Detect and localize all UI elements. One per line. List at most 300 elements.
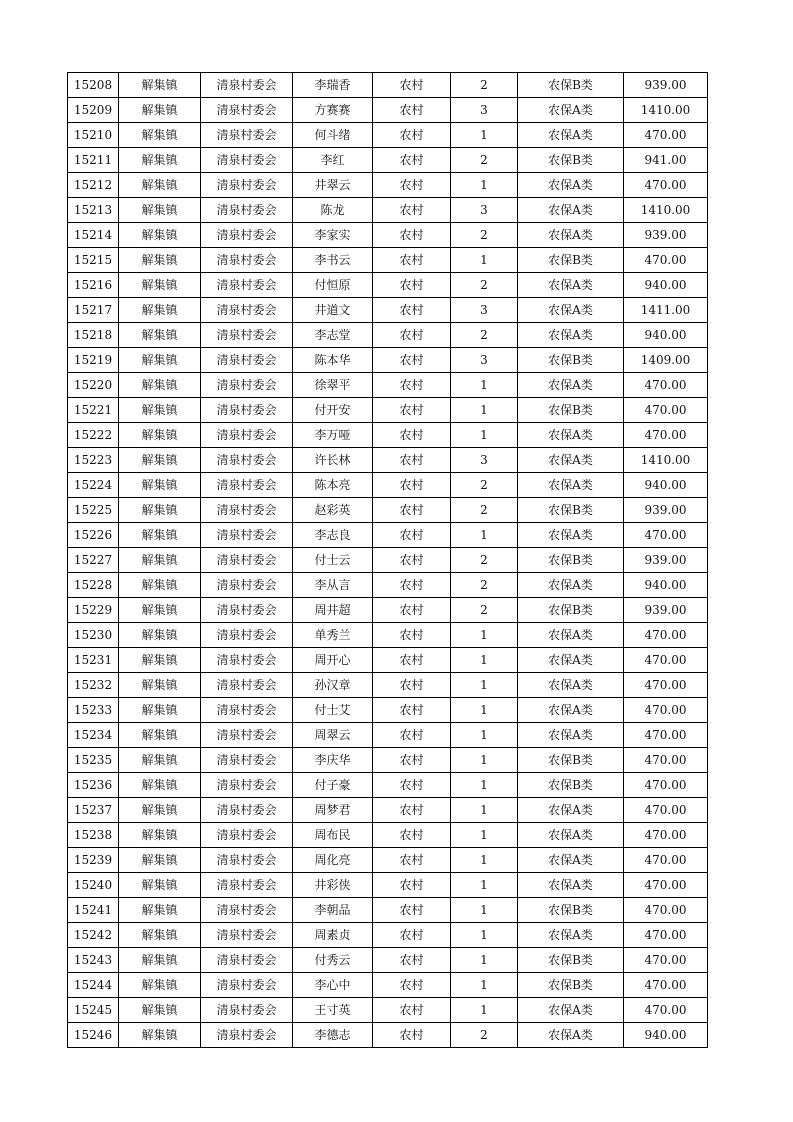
- table-row: [68, 773, 708, 798]
- household-type-cell: 农村: [373, 73, 451, 98]
- village-committee-cell: 清泉村委会: [201, 598, 293, 623]
- household-type-cell: 农村: [373, 948, 451, 973]
- insurance-category-cell: 农保A类: [518, 923, 624, 948]
- town-cell: 解集镇: [119, 923, 201, 948]
- insurance-category-cell: 农保B类: [518, 73, 624, 98]
- table-row: [68, 373, 708, 398]
- town-cell: 解集镇: [119, 348, 201, 373]
- table-row: [68, 73, 708, 98]
- village-committee-cell: 清泉村委会: [201, 273, 293, 298]
- household-type-cell: 农村: [373, 773, 451, 798]
- insurance-category-cell: 农保A类: [518, 798, 624, 823]
- record-id-cell: 15219: [68, 348, 119, 373]
- member-count-cell: 1: [451, 798, 518, 823]
- village-committee-cell: 清泉村委会: [201, 873, 293, 898]
- member-count-cell: 2: [451, 548, 518, 573]
- town-cell: 解集镇: [119, 873, 201, 898]
- member-count-cell: 2: [451, 1023, 518, 1048]
- insurance-category-cell: 农保A类: [518, 273, 624, 298]
- record-id-cell: 15237: [68, 798, 119, 823]
- person-name-cell: 周翠云: [293, 723, 373, 748]
- household-type-cell: 农村: [373, 223, 451, 248]
- amount-cell: 470.00: [624, 723, 708, 748]
- village-committee-cell: 清泉村委会: [201, 298, 293, 323]
- insurance-category-cell: 农保B类: [518, 248, 624, 273]
- table-row: [68, 848, 708, 873]
- amount-cell: 470.00: [624, 848, 708, 873]
- amount-cell: 940.00: [624, 473, 708, 498]
- amount-cell: 470.00: [624, 423, 708, 448]
- record-id-cell: 15244: [68, 973, 119, 998]
- person-name-cell: 井彩侠: [293, 873, 373, 898]
- record-id-cell: 15243: [68, 948, 119, 973]
- person-name-cell: 付子豪: [293, 773, 373, 798]
- household-type-cell: 农村: [373, 423, 451, 448]
- person-name-cell: 陈龙: [293, 198, 373, 223]
- town-cell: 解集镇: [119, 698, 201, 723]
- person-name-cell: 井翠云: [293, 173, 373, 198]
- table-row: [68, 473, 708, 498]
- village-committee-cell: 清泉村委会: [201, 548, 293, 573]
- insurance-category-cell: 农保A类: [518, 473, 624, 498]
- table-row: [68, 498, 708, 523]
- record-id-cell: 15229: [68, 598, 119, 623]
- member-count-cell: 2: [451, 598, 518, 623]
- amount-cell: 470.00: [624, 173, 708, 198]
- amount-cell: 939.00: [624, 223, 708, 248]
- village-committee-cell: 清泉村委会: [201, 323, 293, 348]
- member-count-cell: 1: [451, 848, 518, 873]
- amount-cell: 1410.00: [624, 198, 708, 223]
- person-name-cell: 付恒原: [293, 273, 373, 298]
- village-committee-cell: 清泉村委会: [201, 223, 293, 248]
- household-type-cell: 农村: [373, 1023, 451, 1048]
- amount-cell: 470.00: [624, 898, 708, 923]
- record-id-cell: 15222: [68, 423, 119, 448]
- amount-cell: 470.00: [624, 823, 708, 848]
- town-cell: 解集镇: [119, 398, 201, 423]
- record-id-cell: 15215: [68, 248, 119, 273]
- person-name-cell: 付士艾: [293, 698, 373, 723]
- record-id-cell: 15226: [68, 523, 119, 548]
- member-count-cell: 3: [451, 98, 518, 123]
- table-row: [68, 998, 708, 1023]
- town-cell: 解集镇: [119, 323, 201, 348]
- record-id-cell: 15238: [68, 823, 119, 848]
- person-name-cell: 李红: [293, 148, 373, 173]
- town-cell: 解集镇: [119, 123, 201, 148]
- household-type-cell: 农村: [373, 673, 451, 698]
- insurance-category-cell: 农保B类: [518, 973, 624, 998]
- record-id-cell: 15224: [68, 473, 119, 498]
- member-count-cell: 1: [451, 173, 518, 198]
- household-type-cell: 农村: [373, 473, 451, 498]
- table-row: [68, 1023, 708, 1048]
- village-committee-cell: 清泉村委会: [201, 248, 293, 273]
- person-name-cell: 周素贞: [293, 923, 373, 948]
- person-name-cell: 李庆华: [293, 748, 373, 773]
- person-name-cell: 李瑞香: [293, 73, 373, 98]
- town-cell: 解集镇: [119, 898, 201, 923]
- record-id-cell: 15230: [68, 623, 119, 648]
- table-row: [68, 798, 708, 823]
- amount-cell: 1409.00: [624, 348, 708, 373]
- town-cell: 解集镇: [119, 498, 201, 523]
- insurance-category-cell: 农保A类: [518, 373, 624, 398]
- record-id-cell: 15214: [68, 223, 119, 248]
- table-row: [68, 198, 708, 223]
- person-name-cell: 周开心: [293, 648, 373, 673]
- insurance-category-cell: 农保A类: [518, 98, 624, 123]
- record-id-cell: 15240: [68, 873, 119, 898]
- village-committee-cell: 清泉村委会: [201, 948, 293, 973]
- village-committee-cell: 清泉村委会: [201, 673, 293, 698]
- insurance-category-cell: 农保A类: [518, 1023, 624, 1048]
- member-count-cell: 1: [451, 923, 518, 948]
- table-row: [68, 298, 708, 323]
- village-committee-cell: 清泉村委会: [201, 748, 293, 773]
- insurance-category-cell: 农保A类: [518, 298, 624, 323]
- member-count-cell: 1: [451, 423, 518, 448]
- table-row: [68, 223, 708, 248]
- table-body: [68, 73, 708, 1048]
- insurance-category-cell: 农保A类: [518, 998, 624, 1023]
- amount-cell: 470.00: [624, 998, 708, 1023]
- amount-cell: 470.00: [624, 873, 708, 898]
- village-committee-cell: 清泉村委会: [201, 573, 293, 598]
- person-name-cell: 周井超: [293, 598, 373, 623]
- village-committee-cell: 清泉村委会: [201, 773, 293, 798]
- household-type-cell: 农村: [373, 348, 451, 373]
- insurance-category-cell: 农保B类: [518, 348, 624, 373]
- table-row: [68, 948, 708, 973]
- village-committee-cell: 清泉村委会: [201, 348, 293, 373]
- member-count-cell: 1: [451, 998, 518, 1023]
- insurance-category-cell: 农保A类: [518, 723, 624, 748]
- town-cell: 解集镇: [119, 748, 201, 773]
- record-id-cell: 15242: [68, 923, 119, 948]
- household-type-cell: 农村: [373, 898, 451, 923]
- amount-cell: 1410.00: [624, 448, 708, 473]
- household-type-cell: 农村: [373, 273, 451, 298]
- member-count-cell: 1: [451, 973, 518, 998]
- person-name-cell: 李心中: [293, 973, 373, 998]
- insurance-category-cell: 农保A类: [518, 698, 624, 723]
- town-cell: 解集镇: [119, 648, 201, 673]
- person-name-cell: 付秀云: [293, 948, 373, 973]
- town-cell: 解集镇: [119, 998, 201, 1023]
- household-type-cell: 农村: [373, 598, 451, 623]
- person-name-cell: 单秀兰: [293, 623, 373, 648]
- member-count-cell: 2: [451, 223, 518, 248]
- amount-cell: 470.00: [624, 698, 708, 723]
- village-committee-cell: 清泉村委会: [201, 973, 293, 998]
- person-name-cell: 井道文: [293, 298, 373, 323]
- town-cell: 解集镇: [119, 98, 201, 123]
- amount-cell: 939.00: [624, 498, 708, 523]
- table-row: [68, 448, 708, 473]
- town-cell: 解集镇: [119, 273, 201, 298]
- household-type-cell: 农村: [373, 973, 451, 998]
- town-cell: 解集镇: [119, 798, 201, 823]
- record-id-cell: 15227: [68, 548, 119, 573]
- amount-cell: 939.00: [624, 598, 708, 623]
- person-name-cell: 孙汉章: [293, 673, 373, 698]
- person-name-cell: 李书云: [293, 248, 373, 273]
- town-cell: 解集镇: [119, 373, 201, 398]
- household-type-cell: 农村: [373, 323, 451, 348]
- village-committee-cell: 清泉村委会: [201, 123, 293, 148]
- record-id-cell: 15218: [68, 323, 119, 348]
- amount-cell: 940.00: [624, 573, 708, 598]
- household-type-cell: 农村: [373, 248, 451, 273]
- table-row: [68, 148, 708, 173]
- town-cell: 解集镇: [119, 848, 201, 873]
- amount-cell: 470.00: [624, 973, 708, 998]
- member-count-cell: 1: [451, 623, 518, 648]
- member-count-cell: 2: [451, 498, 518, 523]
- household-type-cell: 农村: [373, 523, 451, 548]
- village-committee-cell: 清泉村委会: [201, 998, 293, 1023]
- member-count-cell: 2: [451, 473, 518, 498]
- person-name-cell: 李从言: [293, 573, 373, 598]
- town-cell: 解集镇: [119, 1023, 201, 1048]
- table-row: [68, 248, 708, 273]
- amount-cell: 470.00: [624, 648, 708, 673]
- household-type-cell: 农村: [373, 648, 451, 673]
- record-id-cell: 15225: [68, 498, 119, 523]
- person-name-cell: 王寸英: [293, 998, 373, 1023]
- member-count-cell: 1: [451, 948, 518, 973]
- household-type-cell: 农村: [373, 748, 451, 773]
- table-row: [68, 548, 708, 573]
- amount-cell: 470.00: [624, 248, 708, 273]
- records-table: [67, 72, 708, 1048]
- household-type-cell: 农村: [373, 98, 451, 123]
- village-committee-cell: 清泉村委会: [201, 373, 293, 398]
- village-committee-cell: 清泉村委会: [201, 623, 293, 648]
- household-type-cell: 农村: [373, 498, 451, 523]
- household-type-cell: 农村: [373, 123, 451, 148]
- record-id-cell: 15231: [68, 648, 119, 673]
- town-cell: 解集镇: [119, 173, 201, 198]
- table-row: [68, 123, 708, 148]
- person-name-cell: 李万哑: [293, 423, 373, 448]
- record-id-cell: 15223: [68, 448, 119, 473]
- town-cell: 解集镇: [119, 823, 201, 848]
- amount-cell: 470.00: [624, 923, 708, 948]
- insurance-category-cell: 农保A类: [518, 573, 624, 598]
- amount-cell: 470.00: [624, 623, 708, 648]
- town-cell: 解集镇: [119, 548, 201, 573]
- insurance-category-cell: 农保B类: [518, 748, 624, 773]
- insurance-category-cell: 农保B类: [518, 498, 624, 523]
- village-committee-cell: 清泉村委会: [201, 423, 293, 448]
- table-row: [68, 598, 708, 623]
- amount-cell: 470.00: [624, 373, 708, 398]
- member-count-cell: 1: [451, 673, 518, 698]
- town-cell: 解集镇: [119, 573, 201, 598]
- household-type-cell: 农村: [373, 573, 451, 598]
- village-committee-cell: 清泉村委会: [201, 473, 293, 498]
- member-count-cell: 1: [451, 248, 518, 273]
- table-row: [68, 98, 708, 123]
- amount-cell: 939.00: [624, 548, 708, 573]
- town-cell: 解集镇: [119, 723, 201, 748]
- person-name-cell: 许长林: [293, 448, 373, 473]
- member-count-cell: 2: [451, 323, 518, 348]
- amount-cell: 1411.00: [624, 298, 708, 323]
- member-count-cell: 1: [451, 648, 518, 673]
- member-count-cell: 1: [451, 823, 518, 848]
- member-count-cell: 3: [451, 348, 518, 373]
- household-type-cell: 农村: [373, 198, 451, 223]
- town-cell: 解集镇: [119, 198, 201, 223]
- person-name-cell: 李朝品: [293, 898, 373, 923]
- person-name-cell: 李志堂: [293, 323, 373, 348]
- person-name-cell: 陈本亮: [293, 473, 373, 498]
- member-count-cell: 3: [451, 298, 518, 323]
- town-cell: 解集镇: [119, 223, 201, 248]
- insurance-category-cell: 农保A类: [518, 448, 624, 473]
- person-name-cell: 陈本华: [293, 348, 373, 373]
- record-id-cell: 15239: [68, 848, 119, 873]
- village-committee-cell: 清泉村委会: [201, 848, 293, 873]
- record-id-cell: 15221: [68, 398, 119, 423]
- village-committee-cell: 清泉村委会: [201, 73, 293, 98]
- person-name-cell: 徐翠平: [293, 373, 373, 398]
- insurance-category-cell: 农保B类: [518, 148, 624, 173]
- town-cell: 解集镇: [119, 973, 201, 998]
- record-id-cell: 15217: [68, 298, 119, 323]
- village-committee-cell: 清泉村委会: [201, 198, 293, 223]
- village-committee-cell: 清泉村委会: [201, 173, 293, 198]
- household-type-cell: 农村: [373, 448, 451, 473]
- person-name-cell: 付开安: [293, 398, 373, 423]
- amount-cell: 470.00: [624, 773, 708, 798]
- person-name-cell: 李家实: [293, 223, 373, 248]
- town-cell: 解集镇: [119, 673, 201, 698]
- table-row: [68, 398, 708, 423]
- household-type-cell: 农村: [373, 873, 451, 898]
- table-row: [68, 698, 708, 723]
- amount-cell: 940.00: [624, 323, 708, 348]
- amount-cell: 470.00: [624, 398, 708, 423]
- table-row: [68, 648, 708, 673]
- member-count-cell: 1: [451, 898, 518, 923]
- member-count-cell: 1: [451, 123, 518, 148]
- insurance-category-cell: 农保A类: [518, 648, 624, 673]
- member-count-cell: 2: [451, 73, 518, 98]
- table-row: [68, 898, 708, 923]
- household-type-cell: 农村: [373, 923, 451, 948]
- table-row: [68, 748, 708, 773]
- member-count-cell: 1: [451, 373, 518, 398]
- insurance-category-cell: 农保A类: [518, 323, 624, 348]
- insurance-category-cell: 农保A类: [518, 123, 624, 148]
- household-type-cell: 农村: [373, 623, 451, 648]
- record-id-cell: 15234: [68, 723, 119, 748]
- amount-cell: 470.00: [624, 798, 708, 823]
- table-row: [68, 523, 708, 548]
- village-committee-cell: 清泉村委会: [201, 398, 293, 423]
- amount-cell: 940.00: [624, 273, 708, 298]
- record-id-cell: 15241: [68, 898, 119, 923]
- insurance-category-cell: 农保A类: [518, 173, 624, 198]
- village-committee-cell: 清泉村委会: [201, 448, 293, 473]
- insurance-category-cell: 农保B类: [518, 598, 624, 623]
- member-count-cell: 1: [451, 398, 518, 423]
- table-row: [68, 573, 708, 598]
- member-count-cell: 1: [451, 698, 518, 723]
- village-committee-cell: 清泉村委会: [201, 1023, 293, 1048]
- table-row: [68, 973, 708, 998]
- insurance-category-cell: 农保A类: [518, 823, 624, 848]
- village-committee-cell: 清泉村委会: [201, 148, 293, 173]
- town-cell: 解集镇: [119, 598, 201, 623]
- amount-cell: 470.00: [624, 673, 708, 698]
- insurance-category-cell: 农保A类: [518, 673, 624, 698]
- amount-cell: 470.00: [624, 523, 708, 548]
- town-cell: 解集镇: [119, 773, 201, 798]
- household-type-cell: 农村: [373, 148, 451, 173]
- village-committee-cell: 清泉村委会: [201, 723, 293, 748]
- person-name-cell: 赵彩英: [293, 498, 373, 523]
- record-id-cell: 15208: [68, 73, 119, 98]
- household-type-cell: 农村: [373, 373, 451, 398]
- household-type-cell: 农村: [373, 173, 451, 198]
- member-count-cell: 1: [451, 873, 518, 898]
- member-count-cell: 1: [451, 773, 518, 798]
- member-count-cell: 2: [451, 573, 518, 598]
- insurance-category-cell: 农保A类: [518, 423, 624, 448]
- town-cell: 解集镇: [119, 248, 201, 273]
- amount-cell: 1410.00: [624, 98, 708, 123]
- table-row: [68, 673, 708, 698]
- town-cell: 解集镇: [119, 523, 201, 548]
- town-cell: 解集镇: [119, 73, 201, 98]
- insurance-category-cell: 农保B类: [518, 773, 624, 798]
- person-name-cell: 周化亮: [293, 848, 373, 873]
- town-cell: 解集镇: [119, 298, 201, 323]
- town-cell: 解集镇: [119, 448, 201, 473]
- amount-cell: 939.00: [624, 73, 708, 98]
- household-type-cell: 农村: [373, 823, 451, 848]
- amount-cell: 941.00: [624, 148, 708, 173]
- record-id-cell: 15228: [68, 573, 119, 598]
- town-cell: 解集镇: [119, 623, 201, 648]
- table-row: [68, 423, 708, 448]
- household-type-cell: 农村: [373, 298, 451, 323]
- record-id-cell: 15211: [68, 148, 119, 173]
- town-cell: 解集镇: [119, 948, 201, 973]
- table-row: [68, 173, 708, 198]
- town-cell: 解集镇: [119, 148, 201, 173]
- table-row: [68, 273, 708, 298]
- village-committee-cell: 清泉村委会: [201, 698, 293, 723]
- insurance-category-cell: 农保A类: [518, 523, 624, 548]
- town-cell: 解集镇: [119, 473, 201, 498]
- insurance-category-cell: 农保A类: [518, 873, 624, 898]
- insurance-category-cell: 农保B类: [518, 948, 624, 973]
- table-row: [68, 723, 708, 748]
- member-count-cell: 3: [451, 198, 518, 223]
- household-type-cell: 农村: [373, 398, 451, 423]
- table-row: [68, 923, 708, 948]
- record-id-cell: 15245: [68, 998, 119, 1023]
- member-count-cell: 1: [451, 523, 518, 548]
- person-name-cell: 何斗绪: [293, 123, 373, 148]
